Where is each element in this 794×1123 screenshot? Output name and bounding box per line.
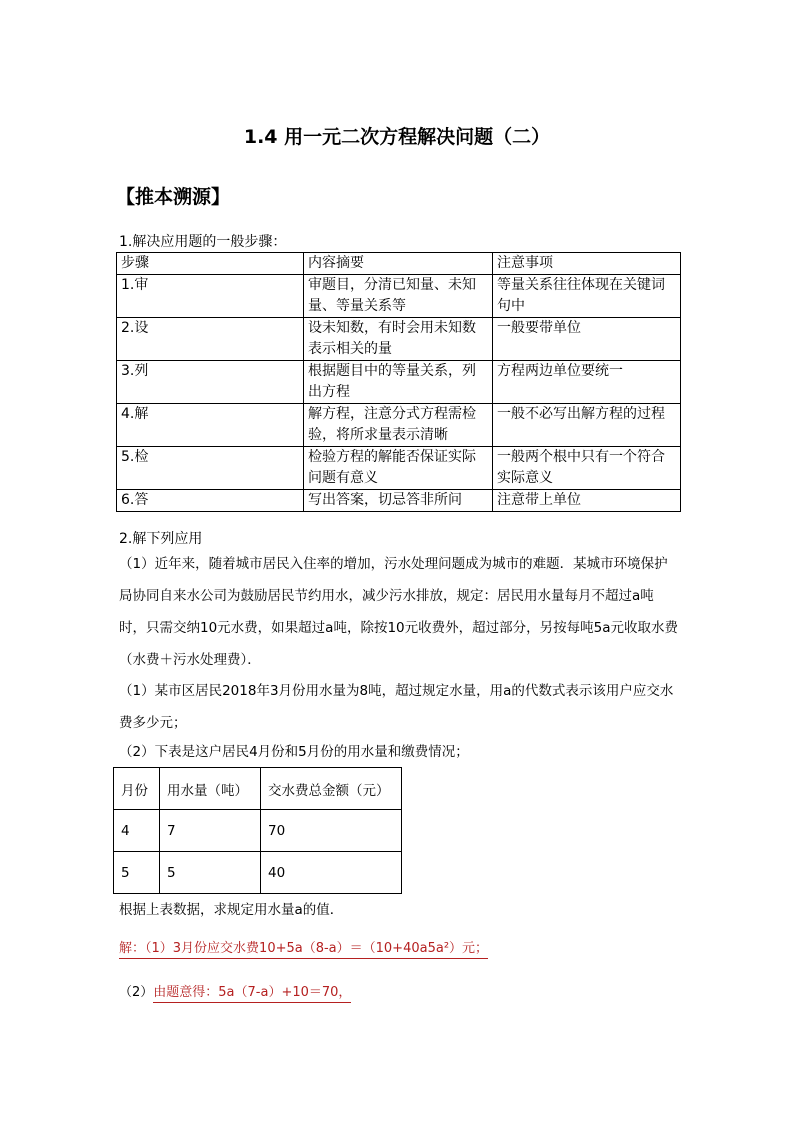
table-cell: 一般两个根中只有一个符合实际意义 xyxy=(493,447,681,490)
question-2: （2）下表是这户居民4月份和5月份的用水量和缴费情况； xyxy=(119,744,469,760)
answer-2-prefix: （2） xyxy=(119,985,154,1000)
table-cell: 解方程，注意分式方程需检验，将所求量表示清晰 xyxy=(304,404,493,447)
header-cell: 注意事项 xyxy=(493,253,681,275)
table-cell: 等量关系往往体现在关键词句中 xyxy=(493,275,681,318)
question-1: （1）某市区居民2018年3月份用水量为8吨，超过规定水量，用a的代数式表示该用户应交水费多少元； xyxy=(119,683,674,731)
table-row xyxy=(117,404,681,447)
table-cell: 根据题目中的等量关系，列出方程 xyxy=(304,361,493,404)
table-header-row xyxy=(114,768,402,810)
table-cell: 一般要带单位 xyxy=(493,318,681,361)
table-cell: 2.设 xyxy=(117,318,304,361)
table-row xyxy=(114,810,402,852)
table-cell: 1.审 xyxy=(117,275,304,318)
table-cell: 审题目，分清已知量、未知量、等量关系等 xyxy=(304,275,493,318)
table-cell: 5 xyxy=(160,852,261,894)
table-row xyxy=(117,490,681,512)
steps-table xyxy=(116,252,681,512)
table-cell: 5.检 xyxy=(117,447,304,490)
header-cell: 月份 xyxy=(114,768,160,810)
steps-caption: 1.解决应用题的一般步骤： xyxy=(119,234,287,250)
header-cell: 内容摘要 xyxy=(304,253,493,275)
table-cell: 7 xyxy=(160,810,261,852)
water-usage-table xyxy=(113,767,402,894)
table-cell: 一般不必写出解方程的过程 xyxy=(493,404,681,447)
answer-1 xyxy=(119,937,488,956)
header-cell: 交水费总金额（元） xyxy=(261,768,402,810)
table-cell: 6.答 xyxy=(117,490,304,512)
table-row xyxy=(114,852,402,894)
table-cell: 写出答案，切忌答非所问 xyxy=(304,490,493,512)
section-heading: 【推本溯源】 xyxy=(116,186,231,208)
header-cell: 用水量（吨） xyxy=(160,768,261,810)
table-cell: 4.解 xyxy=(117,404,304,447)
problem-intro: （1）近年来，随着城市居民入住率的增加，污水处理问题成为城市的难题．某城市环境保护局协同自来水公司为鼓励居民节约用水，减少污水排放，规定：居民用水量每月不超过a吨时，只需交纳10元水费，如果超过a吨，除按10元收费外，超过部分，另按每吨5a元收取水费（水费＋污水处理费）． xyxy=(119,556,678,668)
table-cell: 70 xyxy=(261,810,402,852)
table-row xyxy=(117,361,681,404)
table-note: 根据上表数据，求规定用水量a的值． xyxy=(119,902,344,918)
table-header-row xyxy=(117,253,681,275)
table-row xyxy=(117,318,681,361)
table-cell: 3.列 xyxy=(117,361,304,404)
section2-heading: 2.解下列应用 xyxy=(119,531,203,547)
table-row xyxy=(117,275,681,318)
answer-2 xyxy=(119,981,351,1000)
table-cell: 5 xyxy=(114,852,160,894)
header-cell: 步骤 xyxy=(117,253,304,275)
table-cell: 检验方程的解能否保证实际问题有意义 xyxy=(304,447,493,490)
table-cell: 注意带上单位 xyxy=(493,490,681,512)
table-row xyxy=(117,447,681,490)
answer-2-text: 由题意得：5a（7-a）+10＝70， xyxy=(153,985,351,1003)
answer-1-text: 解：（1）3月份应交水费10+5a（8-a）＝（10+40a5a²）元； xyxy=(119,941,488,959)
table-cell: 4 xyxy=(114,810,160,852)
table-cell: 40 xyxy=(261,852,402,894)
table-cell: 设未知数，有时会用未知数表示相关的量 xyxy=(304,318,493,361)
page-title: 1.4 用一元二次方程解决问题（二） xyxy=(243,126,551,148)
table-cell: 方程两边单位要统一 xyxy=(493,361,681,404)
